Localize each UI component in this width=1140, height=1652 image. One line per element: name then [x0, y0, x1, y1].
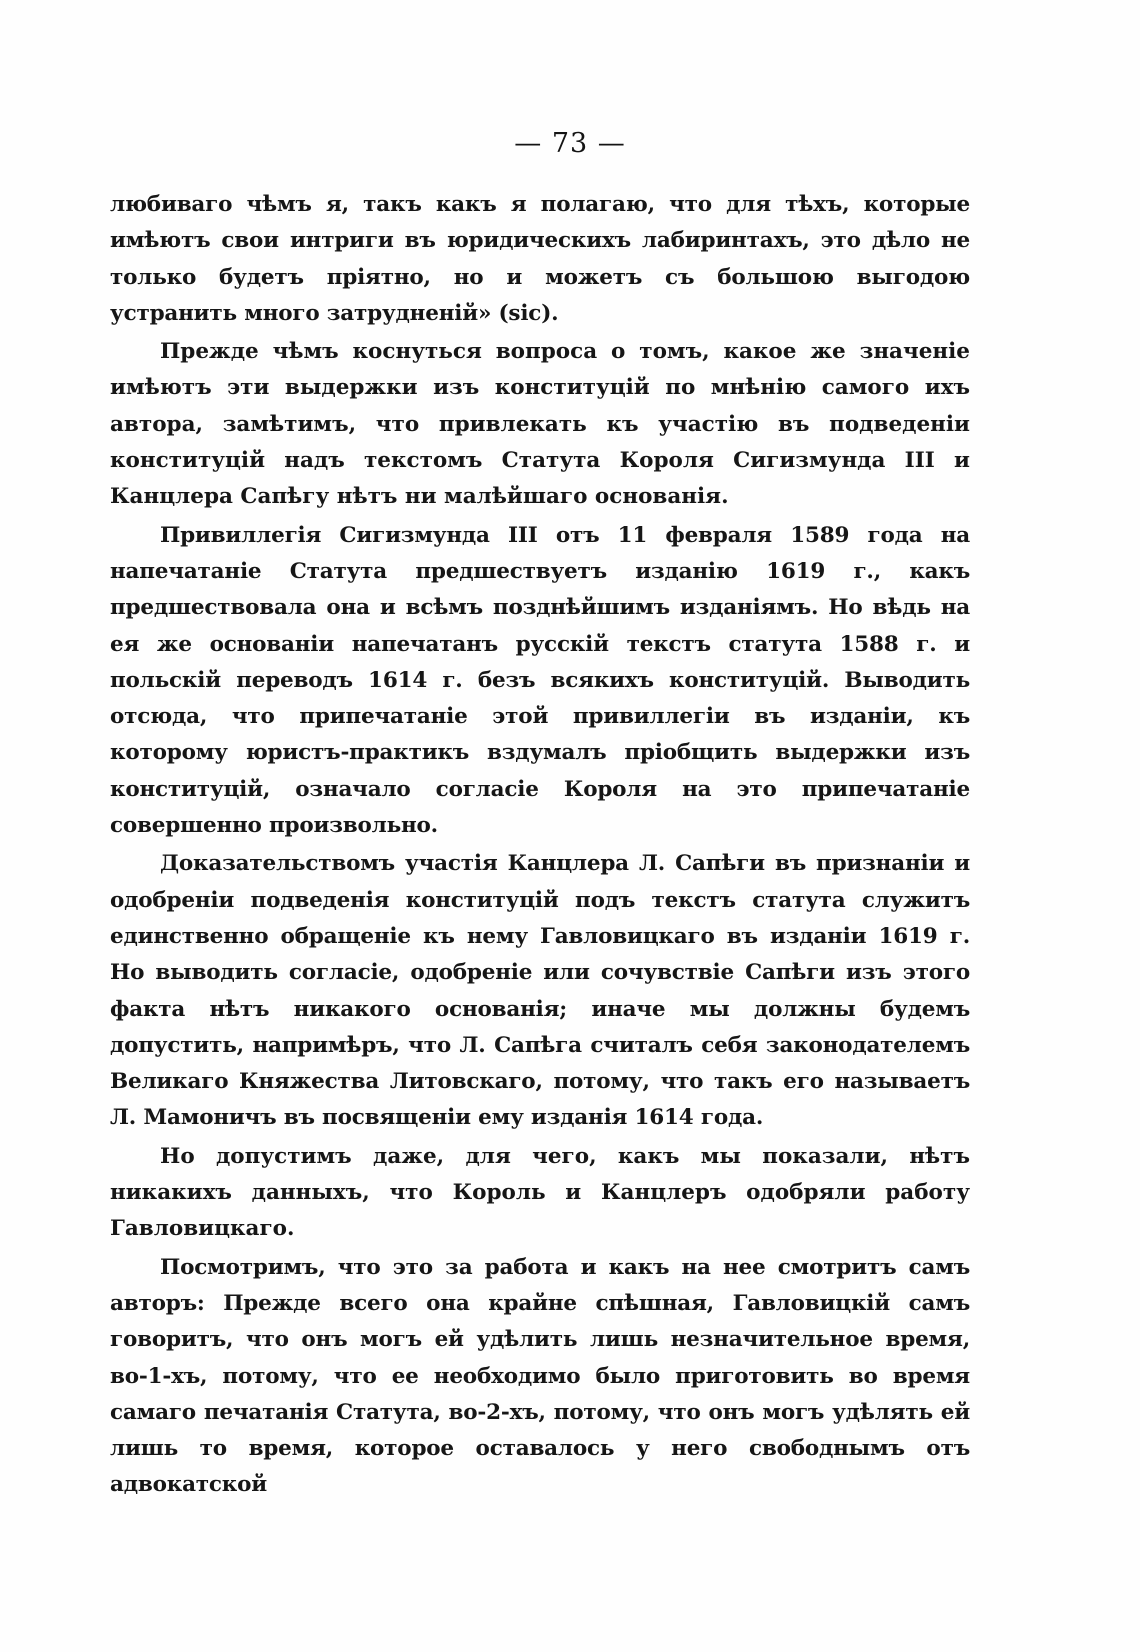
page-body-text	[110, 187, 970, 1504]
paragraph: Привиллегія Сигизмунда III отъ 11 февраля 1589 года на напечатаніе Статута предшествуетъ изданію 1619 г., какъ предшествовала она и всѣмъ позднѣйшимъ изданіямъ. Но вѣдь на ея же основаніи напечатанъ русскій текстъ статута 1588 г. и польскій переводъ 1614 г. безъ всякихъ конституцій. Выводить отсюда, что припечатаніе этой привиллегіи въ изданіи, къ которому юристъ-практикъ вздумалъ пріобщить выдержки изъ конституцій, означало согласіе Короля на это припечатаніе совершенно произвольно.	[110, 522, 970, 839]
paragraph-continuation: любиваго чѣмъ я, такъ какъ я полагаю, что для тѣхъ, которые имѣютъ свои интриги въ юридическихъ лабиринтахъ, это дѣло не только будетъ пріятно, но и можетъ съ большою выгодою устранить много затрудненій» (sic).	[110, 192, 970, 326]
paragraph: Доказательствомъ участія Канцлера Л. Сапѣги въ признаніи и одобреніи подведенія конституцій подъ текстъ статута служитъ единственно обращеніе къ нему Гавловицкаго въ изданіи 1619 г. Но выводить согласіе, одобреніе или сочувствіе Сапѣги изъ этого факта нѣтъ никакого основанія; иначе мы должны будемъ допустить, напримѣръ, что Л. Сапѣга считалъ себя законодателемъ Великаго Княжества Литовскаго, потому, что такъ его называетъ Л. Мамоничъ въ посвященіи ему изданія 1614 года.	[110, 851, 970, 1131]
paragraph: Прежде чѣмъ коснуться вопроса о томъ, какое же значеніе имѣютъ эти выдержки изъ конституцій по мнѣнію самого ихъ автора, замѣтимъ, что привлекать къ участію въ подведеніи конституцій надъ текстомъ Статута Короля Сигизмунда III и Канцлера Сапѣгу нѣтъ ни малѣйшаго основанія.	[110, 339, 970, 510]
paragraph-continues-next-page: Посмотримъ, что это за работа и какъ на нее смотритъ самъ авторъ: Прежде всего она крайне спѣшная, Гавловицкій самъ говоритъ, что онъ могъ ей удѣлить лишь незначительное время, во-1-хъ, потому, что ее необходимо было приготовить во время самаго печатанія Статута, во-2-хъ, потому, что онъ могъ удѣлять ей лишь то время, которое оставалось у него свободнымъ отъ адвокатской	[110, 1254, 970, 1498]
page-number: — 73 —	[514, 128, 626, 159]
paragraph: Но допустимъ даже, для чего, какъ мы показали, нѣтъ никакихъ данныхъ, что Король и Канцлеръ одобряли работу Гавловицкаго.	[110, 1143, 970, 1242]
